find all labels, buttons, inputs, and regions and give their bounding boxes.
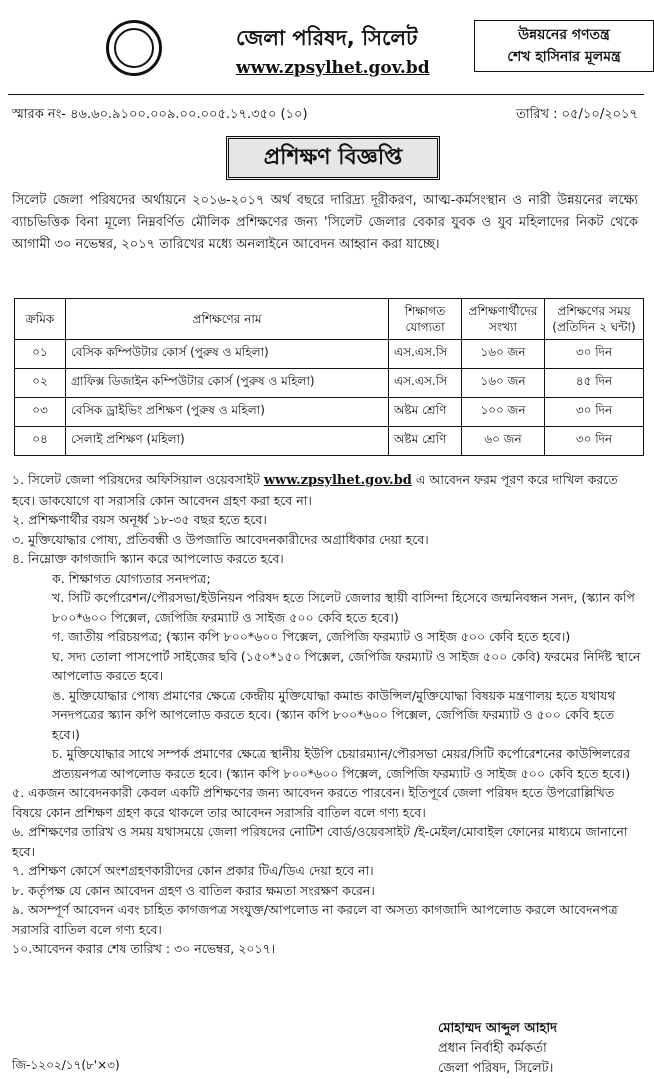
header-name: প্রশিক্ষণের নাম xyxy=(66,299,389,340)
condition-website-link[interactable]: www.zpsylhet.gov.bd xyxy=(263,473,412,488)
row-duration: ৩০ দিন xyxy=(545,398,644,427)
row-qualification: অষ্টম শ্রেণি xyxy=(389,427,462,456)
org-name: জেলা পরিষদ, সিলেট xyxy=(236,26,418,50)
row-name: বেসিক কম্পিউটার কোর্স (পুরুষ ও মহিলা) xyxy=(66,340,389,369)
conditions-list xyxy=(12,470,644,959)
condition-item: ৪. নিম্নোক্ত কাগজাদি স্ক্যান করে আপলোড করতে হবে। xyxy=(12,551,284,566)
signatory-office: জেলা পরিষদ, সিলেট। xyxy=(438,1061,554,1076)
slogan-line-1: উন্নয়নের গণতন্ত্র xyxy=(518,27,610,43)
row-name: গ্রাফিক্স ডিজাইন কম্পিউটার কোর্স (পুরুষ ও মহিলা) xyxy=(66,369,389,398)
slogan-box xyxy=(474,20,654,72)
signatory-designation: প্রধান নির্বাহী কর্মকর্তা xyxy=(438,1041,547,1056)
condition-subitem: খ. সিটি কর্পোরেশন/পৌরসভা/ইউনিয়ন পরিষদ হতে সিলেট জেলার স্থায়ী বাসিন্দা হিসেবে জন্মনিবন্ধন সনদ, (স্ক্যান কপি ৮০০*৬০০ পিক্সেল, জেপিজি ফরম্যাট ও সাইজ ৫০০ কেবি হতে হবে।) xyxy=(52,590,635,625)
table-header-row xyxy=(15,299,644,340)
row-duration: ৪৫ দিন xyxy=(545,369,644,398)
condition-item: ৫. একজন আবেদনকারী কেবল একটি প্রশিক্ষণের জন্য আবেদন করতে পারবেন। ইতিপূর্বে জেলা পরিষদ হতে উপরোল্লিখিত বিষয়ে কোন প্রশিক্ষণ গ্রহণ করে থাকলে তার আবেদন সরাসরি বাতিল বলে গণ্য হবে। xyxy=(12,785,615,820)
condition-subitem: ক. শিক্ষাগত যোগ্যতার সনদপত্র; xyxy=(52,570,211,586)
memo-number: স্মারক নং- ৪৬.৬০.৯১০০.০০৯.০০.০০৫.১৭.৩৫০ (১০) xyxy=(12,107,308,122)
condition-item: ৯. অসম্পূর্ণ আবেদন এবং চাহিত কাগজপত্র সংযুক্ত/আপলোড না করলে বা অসত্য কাগজাদি আপলোড করলে আবেদনপত্র সরাসরি বাতিল বলে গণ্য হবে। xyxy=(12,902,618,937)
intro-paragraph: সিলেট জেলা পরিষদের অর্থায়নে ২০১৬-২০১৭ অর্থ বছরে দারিদ্র্য দূরীকরণ, আত্ম-কর্মসংস্থান ও নারী উন্নয়নের লক্ষ্যে ব্যাচভিত্তিক বিনা মূল্যে নিম্নবর্ণিত মৌলিক প্রশিক্ষণের জন্য 'সিলেট জেলার বেকার যুবক ও যুব মহিলাদের নিকট থেকে আগামী ৩০ নভেম্বর, ২০১৭ তারিখের মধ্যে অনলাইনে আবেদন আহ্বান করা যাচ্ছে। xyxy=(12,193,638,252)
memo-date: তারিখ : ০৫/১০/২০১৭ xyxy=(516,107,638,122)
table-row xyxy=(15,340,644,369)
table-row xyxy=(15,398,644,427)
notice-title: প্রশিক্ষণ বিজ্ঞপ্তি xyxy=(226,136,440,180)
condition-text: এ আবেদন ফরম পূরণ করে দাখিল করতে হবে। ডাকযোগে বা সরাসরি কোন আবেদন গ্রহণ করা হবে না। xyxy=(12,472,618,508)
row-count: ৬০ জন xyxy=(462,427,545,456)
row-serial: ০৩ xyxy=(15,398,66,427)
condition-subitem: ঘ. সদ্য তোলা পাসপোর্ট সাইজের ছবি (১৫০*১৫০ পিক্সেল, জেপিজি ফরম্যাট ও সাইজ ৫০০ কেবি) ফরমের নির্দিষ্ট স্থানে আপলোড করতে হবে। xyxy=(52,648,641,683)
government-seal-icon xyxy=(106,20,162,76)
header-count: প্রশিক্ষণার্থীদের সংখ্যা xyxy=(462,299,545,340)
header-duration: প্রশিক্ষণের সময় (প্রতিদিন ২ ঘন্টা) xyxy=(545,299,644,340)
row-count: ১৬০ জন xyxy=(462,340,545,369)
row-duration: ৩০ দিন xyxy=(545,340,644,369)
condition-item xyxy=(12,470,644,510)
condition-item: ৩. মুক্তিযোদ্ধার পোষ্য, প্রতিবন্ধী ও উপজাতি আবেদনকারীদের অগ্রাধিকার দেয়া হবে। xyxy=(12,531,429,547)
condition-subitem: ঙ. মুক্তিযোদ্ধার পোষ্য প্রমাণের ক্ষেত্রে কেন্দ্রীয় মুক্তিযোদ্ধা কমান্ড কাউন্সিল/মুক্তিযোদ্ধা বিষয়ক মন্ত্রণালয় হতে যথাযথ সনদপত্রের স্ক্যান কপি আপলোড করতে হবে। (স্ক্যান কপি ৮০০*৬০০ পিক্সেল, জেপিজি ফরম্যাট ও ৫০০ কেবি হতে হবে।) xyxy=(52,687,616,742)
row-qualification: এস.এস.সি xyxy=(389,369,462,398)
row-qualification: অষ্টম শ্রেণি xyxy=(389,398,462,427)
condition-item: ৬. প্রশিক্ষণের তারিখ ও সময় যথাসময়ে জেলা পরিষদের নোটিশ বোর্ড/ওয়েবসাইট /ই-মেইল/মোবাইল ফোনের মাধ্যমে জানানো হবে। xyxy=(12,824,628,859)
notice-page xyxy=(8,8,644,1076)
website-link[interactable]: www.zpsylhet.gov.bd xyxy=(236,58,430,78)
training-table xyxy=(14,298,644,456)
header-divider xyxy=(8,94,644,95)
row-serial: ০৪ xyxy=(15,427,66,456)
table-row xyxy=(15,369,644,398)
row-serial: ০১ xyxy=(15,340,66,369)
slogan-line-2: শেখ হাসিনার মূলমন্ত্র xyxy=(507,49,621,65)
condition-text: ১. সিলেট জেলা পরিষদের অফিসিয়াল ওয়েবসাইট xyxy=(12,472,260,487)
condition-item: ২. প্রশিক্ষণার্থীর বয়স অনূর্ধ্ব ১৮-৩৫ বছর হতে হবে। xyxy=(12,512,267,527)
row-name: সেলাই প্রশিক্ষণ (মহিলা) xyxy=(66,427,389,456)
row-count: ১০০ জন xyxy=(462,398,545,427)
reference-code: জি-১২০২/১৭(৮'×৩) xyxy=(12,1058,120,1072)
table-row xyxy=(15,427,644,456)
header-serial: ক্রমিক xyxy=(15,299,66,340)
row-serial: ০২ xyxy=(15,369,66,398)
condition-subitem: চ. মুক্তিযোদ্ধার সাথে সম্পর্ক প্রমাণের ক্ষেত্রে স্থানীয় ইউপি চেয়ারম্যান/পৌরসভা মেয়র/সিটি কর্পোরেশনের কাউন্সিলরের প্রত্যয়নপত্র আপলোড করতে হবে। (স্ক্যান কপি ৮০০*৬০০ পিক্সেল, জেপিজি ফরম্যাট ও সাইজ ৫০০ কেবি হতে হবে।) xyxy=(52,746,631,781)
row-duration: ৩০ দিন xyxy=(545,427,644,456)
row-count: ১৬০ জন xyxy=(462,369,545,398)
condition-subitem: গ. জাতীয় পরিচয়পত্র; (স্ক্যান কপি ৮০০*৬০০ পিক্সেল, জেপিজি ফরম্যাট ও সাইজ ৫০০ কেবি হতে হবে।) xyxy=(52,629,571,644)
row-name: বেসিক ড্রাইভিং প্রশিক্ষণ (পুরুষ ও মহিলা) xyxy=(66,398,389,427)
row-qualification: এস.এস.সি xyxy=(389,340,462,369)
signatory-name: মোহাম্মদ আব্দুল আহাদ xyxy=(438,1021,557,1036)
signature-block xyxy=(438,1019,557,1079)
header-qualification: শিক্ষাগত যোগ্যতা xyxy=(389,299,462,340)
condition-item: ৭. প্রশিক্ষণ কোর্সে অংশগ্রহণকারীদের কোন প্রকার টিএ/ডিএ দেয়া হবে না। xyxy=(12,863,374,878)
condition-item: ১০.আবেদন করার শেষ তারিখ : ৩০ নভেম্বর, ২০১৭। xyxy=(12,941,276,956)
condition-item: ৮. কর্তৃপক্ষ যে কোন আবেদন গ্রহণ ও বাতিল করার ক্ষমতা সংরক্ষণ করেন। xyxy=(12,882,375,898)
